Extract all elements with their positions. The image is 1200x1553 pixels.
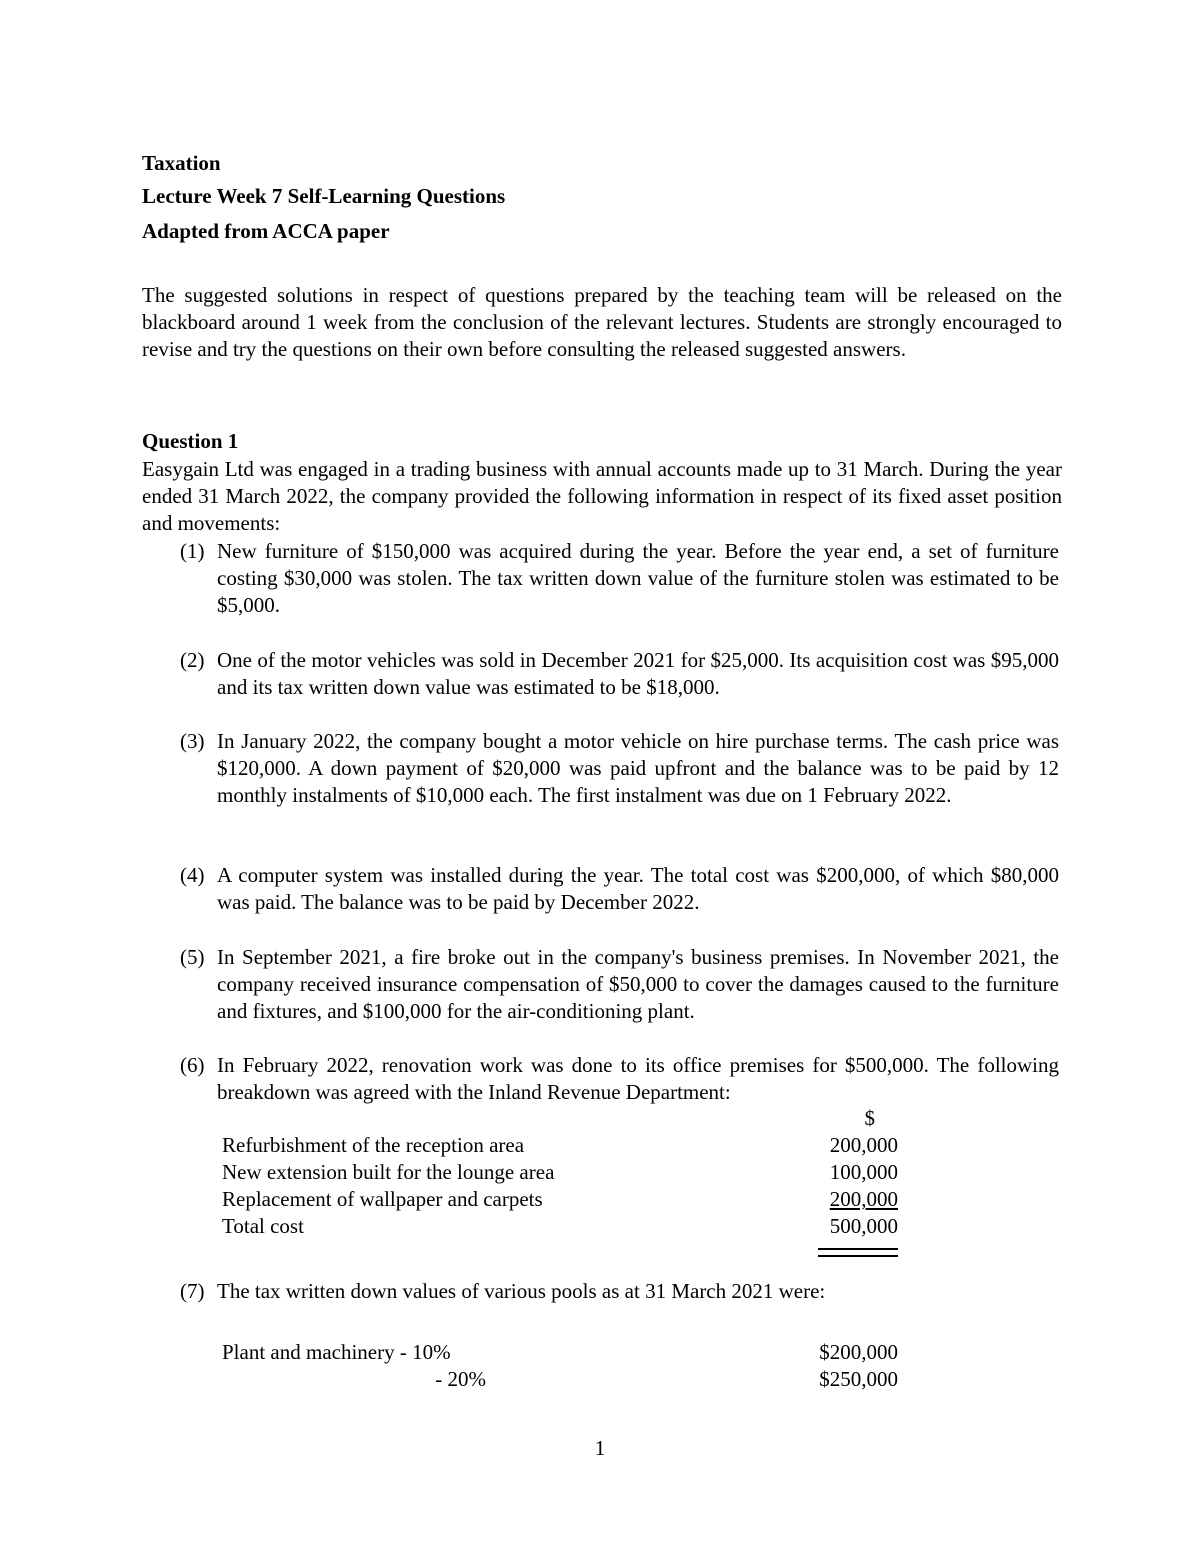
list-item-number: (4) xyxy=(180,863,205,887)
table-row-label: - 20% xyxy=(435,1367,486,1391)
course-title: Taxation xyxy=(142,151,221,175)
table-row-label: Total cost xyxy=(222,1214,304,1238)
list-item-text: A computer system was installed during the year. The total cost was $200,000, of which $80,000 was paid. The balance was to be paid by December 2022. xyxy=(217,863,1059,914)
lecture-title: Lecture Week 7 Self-Learning Questions xyxy=(142,184,506,208)
list-item-text: In September 2021, a fire broke out in the company's business premises. In November 2021, the company received insurance compensation of $50,000 to cover the damages caused to the furniture and fixtures, and $100,000 for the air-conditioning plant. xyxy=(217,945,1059,1023)
currency-header: $ xyxy=(864,1106,875,1130)
table-row-amount: $200,000 xyxy=(819,1340,898,1364)
list-item-number: (1) xyxy=(180,539,205,563)
list-item-number: (6) xyxy=(180,1053,205,1077)
list-item-number: (3) xyxy=(180,729,205,753)
list-item-number: (2) xyxy=(180,648,205,672)
source-title: Adapted from ACCA paper xyxy=(142,219,390,243)
list-item-number: (5) xyxy=(180,945,205,969)
intro-paragraph: The suggested solutions in respect of questions prepared by the teaching team will be released on the blackboard around 1 week from the conclusion of the relevant lectures. Students are strongly encouraged to revise and try the questions on their own before consulting the released suggested answers. xyxy=(142,283,1062,361)
list-item-text: One of the motor vehicles was sold in December 2021 for $25,000. Its acquisition cost was $95,000 and its tax written down value was estimated to be $18,000. xyxy=(217,648,1059,699)
table-row xyxy=(0,1366,1200,1393)
table-row-amount: $250,000 xyxy=(819,1367,898,1391)
list-item-text: In February 2022, renovation work was done to its office premises for $500,000. The following breakdown was agreed with the Inland Revenue Department: xyxy=(217,1053,1059,1104)
table-row-amount: 100,000 xyxy=(829,1160,898,1184)
table-row-label: Plant and machinery - 10% xyxy=(222,1340,451,1364)
list-item-text: In January 2022, the company bought a motor vehicle on hire purchase terms. The cash price was $120,000. A down payment of $20,000 was paid upfront and the balance was to be paid by 12 monthly instalments of $10,000 each. The first instalment was due on 1 February 2022. xyxy=(217,729,1059,807)
table-row xyxy=(0,1159,1200,1186)
table-header-row xyxy=(0,1105,1200,1132)
double-underline xyxy=(818,1248,898,1257)
table-row xyxy=(0,1132,1200,1159)
list-item-number: (7) xyxy=(180,1279,205,1303)
table-row-label: Refurbishment of the reception area xyxy=(222,1133,525,1157)
table-row xyxy=(0,1339,1200,1366)
question-title: Question 1 xyxy=(142,429,239,453)
table-total-row xyxy=(0,1213,1200,1240)
table-row-label: Replacement of wallpaper and carpets xyxy=(222,1187,543,1211)
table-row xyxy=(0,1186,1200,1213)
question-lead: Easygain Ltd was engaged in a trading business with annual accounts made up to 31 March. During the year ended 31 March 2022, the company provided the following information in respect of its fixed asset position and movements: xyxy=(142,457,1062,535)
list-item-text: The tax written down values of various pools as at 31 March 2021 were: xyxy=(217,1279,826,1303)
table-row-amount: 200,000 xyxy=(829,1187,898,1211)
table-row-amount: 500,000 xyxy=(829,1214,898,1238)
page-number: 1 xyxy=(594,1436,606,1460)
table-row-amount: 200,000 xyxy=(829,1133,898,1157)
list-item-text: New furniture of $150,000 was acquired during the year. Before the year end, a set of furniture costing $30,000 was stolen. The tax written down value of the furniture stolen was estimated to be $5,000. xyxy=(217,539,1059,617)
table-row-label: New extension built for the lounge area xyxy=(222,1160,555,1184)
